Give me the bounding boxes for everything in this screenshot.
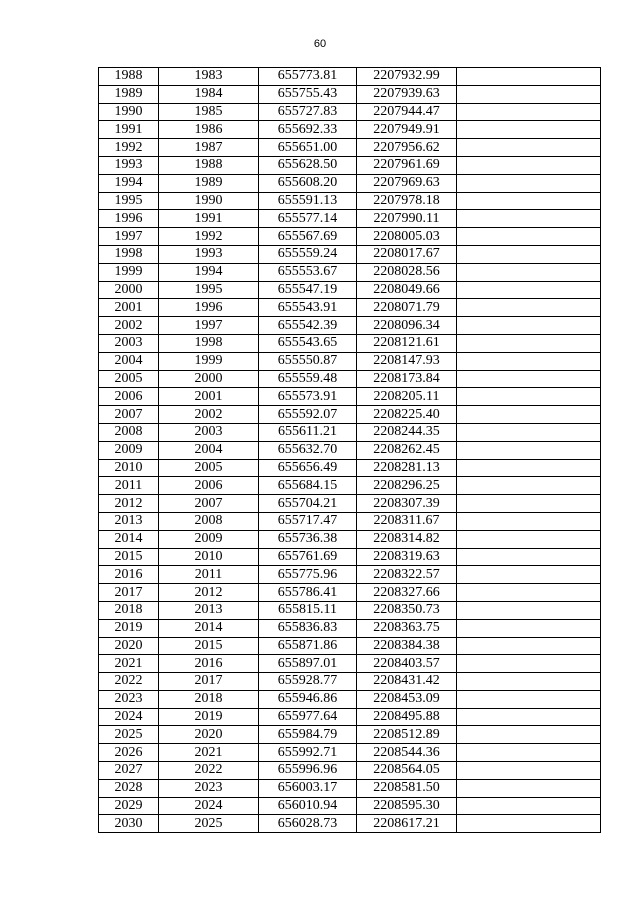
cell-col-4: 2207944.47	[357, 103, 457, 121]
cell-col-3: 655553.67	[259, 263, 357, 281]
table-row	[99, 690, 601, 708]
cell-col-5	[457, 566, 601, 584]
cell-col-2: 1996	[159, 299, 259, 317]
cell-col-3: 655836.83	[259, 619, 357, 637]
cell-col-4: 2208096.34	[357, 317, 457, 335]
cell-col-1: 2015	[99, 548, 159, 566]
cell-col-5	[457, 512, 601, 530]
cell-col-1: 1996	[99, 210, 159, 228]
cell-col-4: 2208322.57	[357, 566, 457, 584]
cell-col-3: 655632.70	[259, 441, 357, 459]
table-row	[99, 263, 601, 281]
cell-col-3: 655656.49	[259, 459, 357, 477]
cell-col-1: 2009	[99, 441, 159, 459]
cell-col-1: 2006	[99, 388, 159, 406]
cell-col-4: 2208495.88	[357, 708, 457, 726]
cell-col-4: 2208244.35	[357, 423, 457, 441]
table-row	[99, 477, 601, 495]
cell-col-5	[457, 192, 601, 210]
cell-col-5	[457, 548, 601, 566]
cell-col-1: 2005	[99, 370, 159, 388]
cell-col-5	[457, 459, 601, 477]
cell-col-1: 2026	[99, 744, 159, 762]
cell-col-1: 2011	[99, 477, 159, 495]
cell-col-1: 2001	[99, 299, 159, 317]
table-row	[99, 352, 601, 370]
cell-col-5	[457, 495, 601, 513]
table-row	[99, 299, 601, 317]
cell-col-3: 655871.86	[259, 637, 357, 655]
cell-col-4: 2208564.05	[357, 762, 457, 780]
cell-col-4: 2208403.57	[357, 655, 457, 673]
cell-col-1: 2022	[99, 673, 159, 691]
cell-col-2: 2008	[159, 512, 259, 530]
cell-col-5	[457, 673, 601, 691]
cell-col-4: 2207978.18	[357, 192, 457, 210]
cell-col-2: 2020	[159, 726, 259, 744]
cell-col-3: 655611.21	[259, 423, 357, 441]
table-row	[99, 317, 601, 335]
cell-col-5	[457, 441, 601, 459]
cell-col-5	[457, 637, 601, 655]
cell-col-4: 2207932.99	[357, 68, 457, 86]
cell-col-4: 2208005.03	[357, 228, 457, 246]
table-row	[99, 406, 601, 424]
cell-col-5	[457, 174, 601, 192]
cell-col-2: 2000	[159, 370, 259, 388]
cell-col-3: 655996.96	[259, 762, 357, 780]
cell-col-2: 2011	[159, 566, 259, 584]
cell-col-2: 2023	[159, 779, 259, 797]
cell-col-2: 2014	[159, 619, 259, 637]
cell-col-3: 655946.86	[259, 690, 357, 708]
cell-col-5	[457, 370, 601, 388]
cell-col-5	[457, 690, 601, 708]
cell-col-3: 655543.91	[259, 299, 357, 317]
cell-col-2: 2016	[159, 655, 259, 673]
cell-col-5	[457, 655, 601, 673]
cell-col-3: 655543.65	[259, 334, 357, 352]
cell-col-3: 655577.14	[259, 210, 357, 228]
cell-col-3: 655773.81	[259, 68, 357, 86]
cell-col-3: 655608.20	[259, 174, 357, 192]
cell-col-3: 655547.19	[259, 281, 357, 299]
cell-col-3: 655984.79	[259, 726, 357, 744]
cell-col-1: 1998	[99, 245, 159, 263]
cell-col-4: 2208028.56	[357, 263, 457, 281]
cell-col-1: 2016	[99, 566, 159, 584]
cell-col-4: 2208262.45	[357, 441, 457, 459]
cell-col-4: 2208512.89	[357, 726, 457, 744]
cell-col-3: 655559.24	[259, 245, 357, 263]
cell-col-5	[457, 263, 601, 281]
cell-col-2: 1988	[159, 156, 259, 174]
table-row	[99, 797, 601, 815]
cell-col-4: 2207939.63	[357, 85, 457, 103]
table-row	[99, 334, 601, 352]
cell-col-1: 1991	[99, 121, 159, 139]
cell-col-5	[457, 156, 601, 174]
cell-col-3: 655786.41	[259, 584, 357, 602]
table-row	[99, 548, 601, 566]
cell-col-2: 2004	[159, 441, 259, 459]
cell-col-4: 2208296.25	[357, 477, 457, 495]
cell-col-2: 2015	[159, 637, 259, 655]
cell-col-4: 2208314.82	[357, 530, 457, 548]
cell-col-1: 1999	[99, 263, 159, 281]
cell-col-1: 2019	[99, 619, 159, 637]
cell-col-2: 1999	[159, 352, 259, 370]
cell-col-5	[457, 103, 601, 121]
coordinate-table	[98, 67, 601, 833]
cell-col-3: 655692.33	[259, 121, 357, 139]
cell-col-5	[457, 68, 601, 86]
cell-col-5	[457, 245, 601, 263]
cell-col-1: 2021	[99, 655, 159, 673]
cell-col-3: 655704.21	[259, 495, 357, 513]
cell-col-1: 1994	[99, 174, 159, 192]
cell-col-4: 2208225.40	[357, 406, 457, 424]
cell-col-3: 655992.71	[259, 744, 357, 762]
cell-col-2: 2003	[159, 423, 259, 441]
table-row	[99, 210, 601, 228]
cell-col-5	[457, 797, 601, 815]
cell-col-1: 2007	[99, 406, 159, 424]
cell-col-5	[457, 121, 601, 139]
table-row	[99, 512, 601, 530]
cell-col-2: 2012	[159, 584, 259, 602]
table-row	[99, 708, 601, 726]
cell-col-3: 656003.17	[259, 779, 357, 797]
cell-col-2: 1998	[159, 334, 259, 352]
cell-col-4: 2208581.50	[357, 779, 457, 797]
cell-col-1: 1992	[99, 139, 159, 157]
table-row	[99, 192, 601, 210]
cell-col-5	[457, 708, 601, 726]
cell-col-5	[457, 299, 601, 317]
table-row	[99, 495, 601, 513]
table-row	[99, 762, 601, 780]
cell-col-4: 2207969.63	[357, 174, 457, 192]
cell-col-4: 2208017.67	[357, 245, 457, 263]
cell-col-3: 655897.01	[259, 655, 357, 673]
cell-col-1: 1997	[99, 228, 159, 246]
cell-col-5	[457, 352, 601, 370]
cell-col-2: 2010	[159, 548, 259, 566]
table-row	[99, 245, 601, 263]
cell-col-1: 2013	[99, 512, 159, 530]
cell-col-3: 655755.43	[259, 85, 357, 103]
cell-col-3: 656010.94	[259, 797, 357, 815]
cell-col-2: 2024	[159, 797, 259, 815]
cell-col-3: 655542.39	[259, 317, 357, 335]
cell-col-3: 655684.15	[259, 477, 357, 495]
cell-col-1: 2008	[99, 423, 159, 441]
cell-col-4: 2208363.75	[357, 619, 457, 637]
cell-col-5	[457, 228, 601, 246]
cell-col-4: 2208327.66	[357, 584, 457, 602]
cell-col-4: 2208431.42	[357, 673, 457, 691]
cell-col-5	[457, 619, 601, 637]
cell-col-5	[457, 85, 601, 103]
cell-col-4: 2208173.84	[357, 370, 457, 388]
cell-col-5	[457, 584, 601, 602]
table-row	[99, 174, 601, 192]
cell-col-3: 655573.91	[259, 388, 357, 406]
table-row	[99, 228, 601, 246]
cell-col-5	[457, 210, 601, 228]
cell-col-2: 2018	[159, 690, 259, 708]
cell-col-2: 2002	[159, 406, 259, 424]
table-row	[99, 726, 601, 744]
cell-col-5	[457, 388, 601, 406]
cell-col-1: 2000	[99, 281, 159, 299]
page-number: 60	[313, 38, 327, 50]
cell-col-5	[457, 406, 601, 424]
table-row	[99, 601, 601, 619]
cell-col-1: 1995	[99, 192, 159, 210]
cell-col-3: 655727.83	[259, 103, 357, 121]
cell-col-5	[457, 334, 601, 352]
cell-col-4: 2207949.91	[357, 121, 457, 139]
cell-col-2: 2005	[159, 459, 259, 477]
cell-col-1: 2020	[99, 637, 159, 655]
cell-col-3: 655592.07	[259, 406, 357, 424]
cell-col-2: 1985	[159, 103, 259, 121]
cell-col-1: 2002	[99, 317, 159, 335]
cell-col-3: 656028.73	[259, 815, 357, 833]
cell-col-2: 2006	[159, 477, 259, 495]
cell-col-1: 1993	[99, 156, 159, 174]
cell-col-4: 2208071.79	[357, 299, 457, 317]
cell-col-4: 2208307.39	[357, 495, 457, 513]
table-row	[99, 423, 601, 441]
cell-col-1: 2017	[99, 584, 159, 602]
cell-col-2: 2019	[159, 708, 259, 726]
cell-col-3: 655736.38	[259, 530, 357, 548]
cell-col-1: 2018	[99, 601, 159, 619]
cell-col-3: 655559.48	[259, 370, 357, 388]
cell-col-4: 2208311.67	[357, 512, 457, 530]
cell-col-5	[457, 815, 601, 833]
cell-col-1: 2012	[99, 495, 159, 513]
cell-col-3: 655628.50	[259, 156, 357, 174]
cell-col-2: 2001	[159, 388, 259, 406]
cell-col-3: 655775.96	[259, 566, 357, 584]
cell-col-3: 655651.00	[259, 139, 357, 157]
table-row	[99, 156, 601, 174]
cell-col-4: 2208205.11	[357, 388, 457, 406]
table-row	[99, 139, 601, 157]
cell-col-5	[457, 762, 601, 780]
table-row	[99, 637, 601, 655]
cell-col-1: 2014	[99, 530, 159, 548]
cell-col-5	[457, 779, 601, 797]
cell-col-2: 1990	[159, 192, 259, 210]
cell-col-3: 655815.11	[259, 601, 357, 619]
table-body	[99, 68, 601, 833]
table-row	[99, 673, 601, 691]
cell-col-3: 655591.13	[259, 192, 357, 210]
cell-col-4: 2208617.21	[357, 815, 457, 833]
cell-col-1: 1990	[99, 103, 159, 121]
cell-col-1: 2027	[99, 762, 159, 780]
cell-col-3: 655977.64	[259, 708, 357, 726]
table-row	[99, 121, 601, 139]
table-row	[99, 441, 601, 459]
cell-col-1: 2010	[99, 459, 159, 477]
cell-col-4: 2208384.38	[357, 637, 457, 655]
cell-col-3: 655550.87	[259, 352, 357, 370]
table-row	[99, 530, 601, 548]
table-row	[99, 815, 601, 833]
table-row	[99, 779, 601, 797]
cell-col-2: 1993	[159, 245, 259, 263]
cell-col-5	[457, 726, 601, 744]
cell-col-5	[457, 601, 601, 619]
cell-col-1: 1988	[99, 68, 159, 86]
table-row	[99, 566, 601, 584]
cell-col-5	[457, 423, 601, 441]
cell-col-1: 2023	[99, 690, 159, 708]
cell-col-3: 655928.77	[259, 673, 357, 691]
cell-col-4: 2208147.93	[357, 352, 457, 370]
cell-col-4: 2207961.69	[357, 156, 457, 174]
cell-col-2: 2009	[159, 530, 259, 548]
cell-col-4: 2208544.36	[357, 744, 457, 762]
cell-col-2: 1997	[159, 317, 259, 335]
cell-col-5	[457, 281, 601, 299]
table-row	[99, 655, 601, 673]
table-row	[99, 281, 601, 299]
cell-col-3: 655567.69	[259, 228, 357, 246]
cell-col-4: 2207990.11	[357, 210, 457, 228]
cell-col-2: 2025	[159, 815, 259, 833]
cell-col-2: 1994	[159, 263, 259, 281]
table-row	[99, 103, 601, 121]
cell-col-4: 2208319.63	[357, 548, 457, 566]
cell-col-5	[457, 139, 601, 157]
cell-col-2: 2017	[159, 673, 259, 691]
cell-col-2: 1983	[159, 68, 259, 86]
cell-col-1: 1989	[99, 85, 159, 103]
cell-col-2: 1995	[159, 281, 259, 299]
cell-col-2: 1986	[159, 121, 259, 139]
cell-col-1: 2030	[99, 815, 159, 833]
cell-col-3: 655717.47	[259, 512, 357, 530]
cell-col-2: 1984	[159, 85, 259, 103]
cell-col-5	[457, 744, 601, 762]
cell-col-1: 2004	[99, 352, 159, 370]
cell-col-2: 1989	[159, 174, 259, 192]
table-row	[99, 68, 601, 86]
cell-col-2: 1992	[159, 228, 259, 246]
cell-col-4: 2208595.30	[357, 797, 457, 815]
cell-col-2: 2021	[159, 744, 259, 762]
cell-col-3: 655761.69	[259, 548, 357, 566]
cell-col-5	[457, 317, 601, 335]
cell-col-2: 1987	[159, 139, 259, 157]
table-row	[99, 388, 601, 406]
cell-col-1: 2024	[99, 708, 159, 726]
cell-col-4: 2208453.09	[357, 690, 457, 708]
cell-col-2: 2007	[159, 495, 259, 513]
cell-col-1: 2025	[99, 726, 159, 744]
table-row	[99, 584, 601, 602]
cell-col-1: 2003	[99, 334, 159, 352]
table-row	[99, 85, 601, 103]
cell-col-2: 2013	[159, 601, 259, 619]
cell-col-1: 2029	[99, 797, 159, 815]
cell-col-4: 2208121.61	[357, 334, 457, 352]
table-row	[99, 370, 601, 388]
table-row	[99, 619, 601, 637]
cell-col-4: 2208350.73	[357, 601, 457, 619]
cell-col-5	[457, 477, 601, 495]
cell-col-5	[457, 530, 601, 548]
cell-col-1: 2028	[99, 779, 159, 797]
table-row	[99, 744, 601, 762]
cell-col-2: 1991	[159, 210, 259, 228]
table-row	[99, 459, 601, 477]
cell-col-4: 2208049.66	[357, 281, 457, 299]
cell-col-4: 2208281.13	[357, 459, 457, 477]
cell-col-2: 2022	[159, 762, 259, 780]
cell-col-4: 2207956.62	[357, 139, 457, 157]
